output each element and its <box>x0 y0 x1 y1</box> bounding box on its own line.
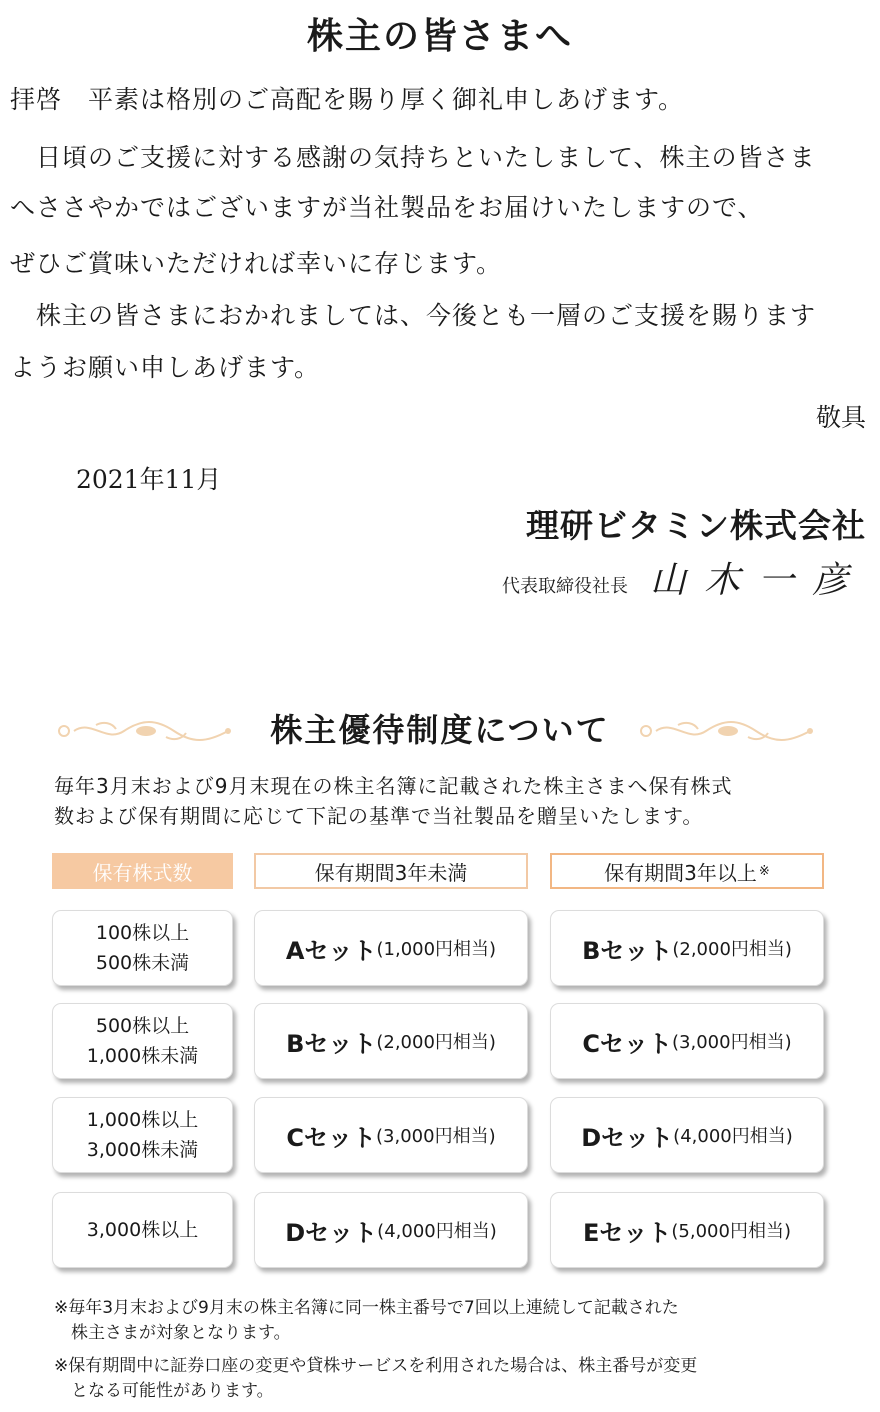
note-1-line-1: ※毎年3月末および9月末の株主名簿に同一株主番号で7回以上連続して記載された <box>54 1298 679 1318</box>
shares-cell-1-line1: 100株以上 <box>95 922 190 944</box>
representative-signature: 山木一彦 <box>649 560 866 601</box>
long-set-name-3: Dセット <box>581 1123 674 1152</box>
short-set-value-1: (1,000円相当) <box>376 939 497 960</box>
header-short-period: 保有期間3年未満 <box>254 853 528 889</box>
short-set-cell-3 <box>254 1097 528 1173</box>
header-long-period-label: 保有期間3年以上 <box>604 860 757 885</box>
short-set-value-2: (2,000円相当) <box>376 1032 496 1053</box>
long-set-value-4: (5,000円相当) <box>671 1221 791 1242</box>
shares-cell-3 <box>52 1097 233 1173</box>
note-2-line-1: ※保有期間中に証券口座の変更や貸株サービスを利用された場合は、株主番号が変更 <box>54 1356 698 1376</box>
letter-title: 株主の皆さまへ <box>306 15 573 57</box>
shares-cell-1-line2: 500株未満 <box>95 952 190 974</box>
letter-line-3: へささやかではございますが当社製品をお届けいたしますので、 <box>10 193 764 222</box>
note-1-line-2: 株主さまが対象となります。 <box>54 1323 291 1343</box>
shares-cell-1 <box>52 910 233 986</box>
shares-cell-4-line1: 3,000株以上 <box>86 1219 199 1241</box>
representative-title: 代表取締役社長 <box>501 576 628 597</box>
program-title-row <box>0 705 880 755</box>
letter-line-6: ようお願い申しあげます。 <box>10 353 321 382</box>
short-set-name-2: Bセット <box>286 1029 377 1058</box>
program-title: 株主優待制度について <box>270 711 610 749</box>
short-set-cell-1 <box>254 910 528 986</box>
short-set-value-3: (3,000円相当) <box>376 1126 496 1147</box>
shares-cell-2-line2: 1,000株未満 <box>86 1045 199 1067</box>
program-description-1: 毎年3月末および9月末現在の株主名簿に記載された株主さまへ保有株式 <box>54 774 733 798</box>
letter-line-4: ぜひご賞味いただければ幸いに存じます。 <box>10 249 503 278</box>
program-description-2: 数および保有期間に応じて下記の基準で当社製品を贈呈いたします。 <box>54 804 704 828</box>
long-set-name-4: Eセット <box>583 1218 672 1247</box>
shares-cell-4 <box>52 1192 233 1268</box>
short-set-name-4: Dセット <box>285 1218 378 1247</box>
short-set-name-3: Cセット <box>286 1123 377 1152</box>
header-long-period-mark: ※ <box>758 863 770 879</box>
long-set-name-2: Cセット <box>582 1029 673 1058</box>
short-set-cell-4 <box>254 1192 528 1268</box>
letter-closing: 敬具 <box>815 403 866 432</box>
shares-cell-3-line1: 1,000株以上 <box>86 1109 199 1131</box>
header-shares: 保有株式数 <box>52 853 233 889</box>
letter-line-5: 株主の皆さまにおかれましては、今後とも一層のご支援を賜ります <box>36 301 817 330</box>
long-set-cell-3 <box>550 1097 824 1173</box>
long-set-value-1: (2,000円相当) <box>672 939 792 960</box>
long-set-cell-1 <box>550 910 824 986</box>
short-set-value-4: (4,000円相当) <box>377 1221 497 1242</box>
header-long-period <box>550 853 824 889</box>
letter-date: 2021年11月 <box>76 465 222 494</box>
short-set-cell-2 <box>254 1003 528 1079</box>
ornament-right-icon <box>638 719 818 743</box>
letter-line-2: 日頃のご支援に対する感謝の気持ちといたしまして、株主の皆さま <box>36 143 816 172</box>
representative <box>502 552 866 603</box>
note-2-line-2: となる可能性があります。 <box>54 1381 274 1401</box>
short-set-name-1: Aセット <box>285 936 377 965</box>
long-set-cell-4 <box>550 1192 824 1268</box>
long-set-value-3: (4,000円相当) <box>673 1126 793 1147</box>
shares-cell-2-line1: 500株以上 <box>95 1015 190 1037</box>
long-set-value-2: (3,000円相当) <box>672 1032 792 1053</box>
shares-cell-2 <box>52 1003 233 1079</box>
long-set-cell-2 <box>550 1003 824 1079</box>
long-set-name-1: Bセット <box>582 936 673 965</box>
shares-cell-3-line2: 3,000株未満 <box>86 1139 199 1161</box>
company-name: 理研ビタミン株式会社 <box>526 506 866 545</box>
letter-line-1: 拝啓 平素は格別のご高配を賜り厚く御礼申しあげます。 <box>10 85 685 114</box>
